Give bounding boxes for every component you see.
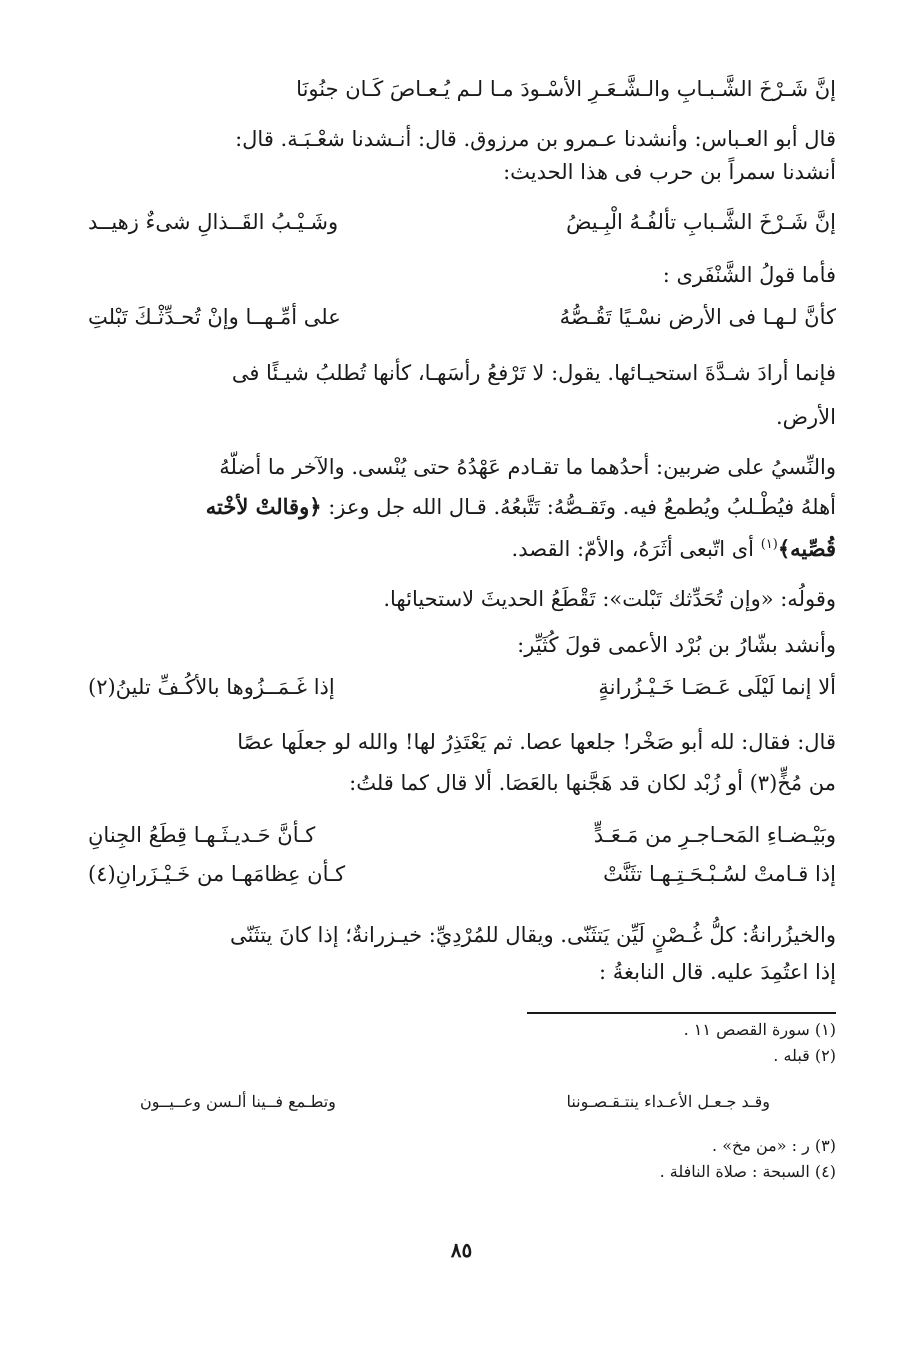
page-number: ٨٥ [450, 1238, 473, 1262]
verse-couplet [88, 205, 836, 239]
verse-couplet [88, 670, 836, 704]
body-text-line: فإنما أرادَ شـدَّةَ استحيـائها. يقول: لا تَرْفعُ رأسَهـا، كأنها تُطلبُ شيـئًا فى [231, 361, 836, 385]
quran-quote: قُصِّيه﴾ [777, 536, 836, 561]
footnote-divider [527, 1012, 836, 1014]
footnote: (٤) السبحة : صلاة النافلة . [659, 1162, 836, 1181]
verse-first-hemistich: وقـد جـعـل الأعـداء ينتـقـصـوننا [566, 1092, 770, 1111]
body-text-line [88, 490, 836, 524]
verse-couplet [88, 857, 836, 891]
verse-first-hemistich: إنَّ شَـرْخَ الشَّـبابِ تألفُـهُ الْبِـيضُ [566, 210, 836, 234]
verse-second-hemistich: على أمِّـهــا وإنْ تُحـدِّثْـكَ تَبْلتِ [88, 305, 341, 329]
verse-second-hemistich: وشَـيْـبُ القَــذالِ شىءٌ زهيــد [88, 210, 339, 234]
body-text-line [88, 528, 836, 566]
footnote: (٢) قبله . [773, 1046, 836, 1065]
verse-first-hemistich: كأنَّ لـهـا فى الأرض نسْـيًا تَقُـصُّهُ [559, 305, 836, 329]
body-text-line: من مُخٍّ(٣) أو زُبْد لكان قد هَجَّنها بالعَصَا. ألا قال كما قلتُ: [349, 771, 836, 795]
footnote: (٣) ر : «من مخ» . [712, 1136, 836, 1155]
body-text-line: الأرض. [775, 405, 836, 429]
verse-second-hemistich: إذا غَـمَــزُوها بالأكُـفِّ تلينُ(٢) [88, 675, 335, 699]
verse-second-hemistich: كـأنَّ حَـديـثَـهـا قِطَعُ الجِنانِ [88, 823, 316, 847]
verse-couplet [88, 300, 836, 334]
verse-first-hemistich: ألا إنما لَيْلَى عَـصَـا خَـيْـزُرانةٍ [598, 675, 836, 699]
body-text-line: والنِّسيُ على ضربين: أحدُهما ما تقـادم عَهْدُهُ حتى يُنْسى. والآخر ما أضلّهُ [219, 455, 836, 479]
quran-quote: ﴿وقالتْ لأخْته [205, 494, 322, 519]
verse-second-hemistich: كـأن عِظامَهـا من خَـيْـزَرانِ(٤) [88, 862, 346, 886]
body-text-line: والخيزُرانةُ: كلُّ غُـصْنٍ لَيِّن يَتثَنّى. ويقال للمُرْدِيِّ: خيـزرانةٌ؛ إذا كانَ يتثَنّى [230, 923, 836, 947]
footnote-ref: (١) [760, 537, 778, 552]
body-text-line: وقولُه: «وإن تُحَدِّثك تَبْلت»: تَقْطَعُ الحديثَ لاستحيائها. [383, 587, 836, 611]
footnote-verse [120, 1088, 770, 1116]
text-segment: أهلهُ فيُطْـلبُ ويُطمعُ فيه. وتَقـصُّهُ: تَتَّبعُهُ. قـال الله جل وعز: [328, 495, 836, 519]
verse-first-hemistich: وبَيْـضـاءِ المَحـاجـرِ من مَـعَـدٍّ [593, 823, 836, 847]
body-text-line: قال: فقال: لله أبو صَخْر! جلعها عصا. ثم يَعْتَذِرُ لها! والله لو جعلَها عصًا [237, 730, 836, 754]
verse-couplet [88, 818, 836, 852]
footnote: (١) سورة القصص ١١ . [683, 1020, 836, 1039]
body-text-line: أنشدنا سمراً بن حرب فى هذا الحديث: [503, 160, 836, 184]
verse-line: إنَّ شَـرْخَ الشَّـبـابِ والـشَّـعَـرِ الأسْـودَ مـا لـم يُـعـاصَ كَـان جنُونَا [296, 77, 836, 101]
body-text-line: فأما قولُ الشَّنْفَرى : [662, 263, 836, 287]
body-text-line: إذا اعتُمِدَ عليه. قال النابغةُ : [599, 960, 836, 984]
verse-first-hemistich: إذا قـامتْ لسُـبْـحَـتِـهـا تثَنَّتْ [603, 862, 836, 886]
text-segment: أى اتّبعى أثَرَهُ، والأمّ: القصد. [511, 537, 755, 561]
body-text-line: قال أبو العـباس: وأنشدنا عـمرو بن مرزوق. قال: أنـشدنا شعْـبَـة. قال: [235, 127, 836, 151]
verse-second-hemistich: وتطـمع فــينا ألـسن وعــيــون [140, 1092, 336, 1111]
body-text-line: وأنشد بشّارُ بن بُرْد الأعمى قولَ كُثَيِّر: [517, 633, 836, 657]
